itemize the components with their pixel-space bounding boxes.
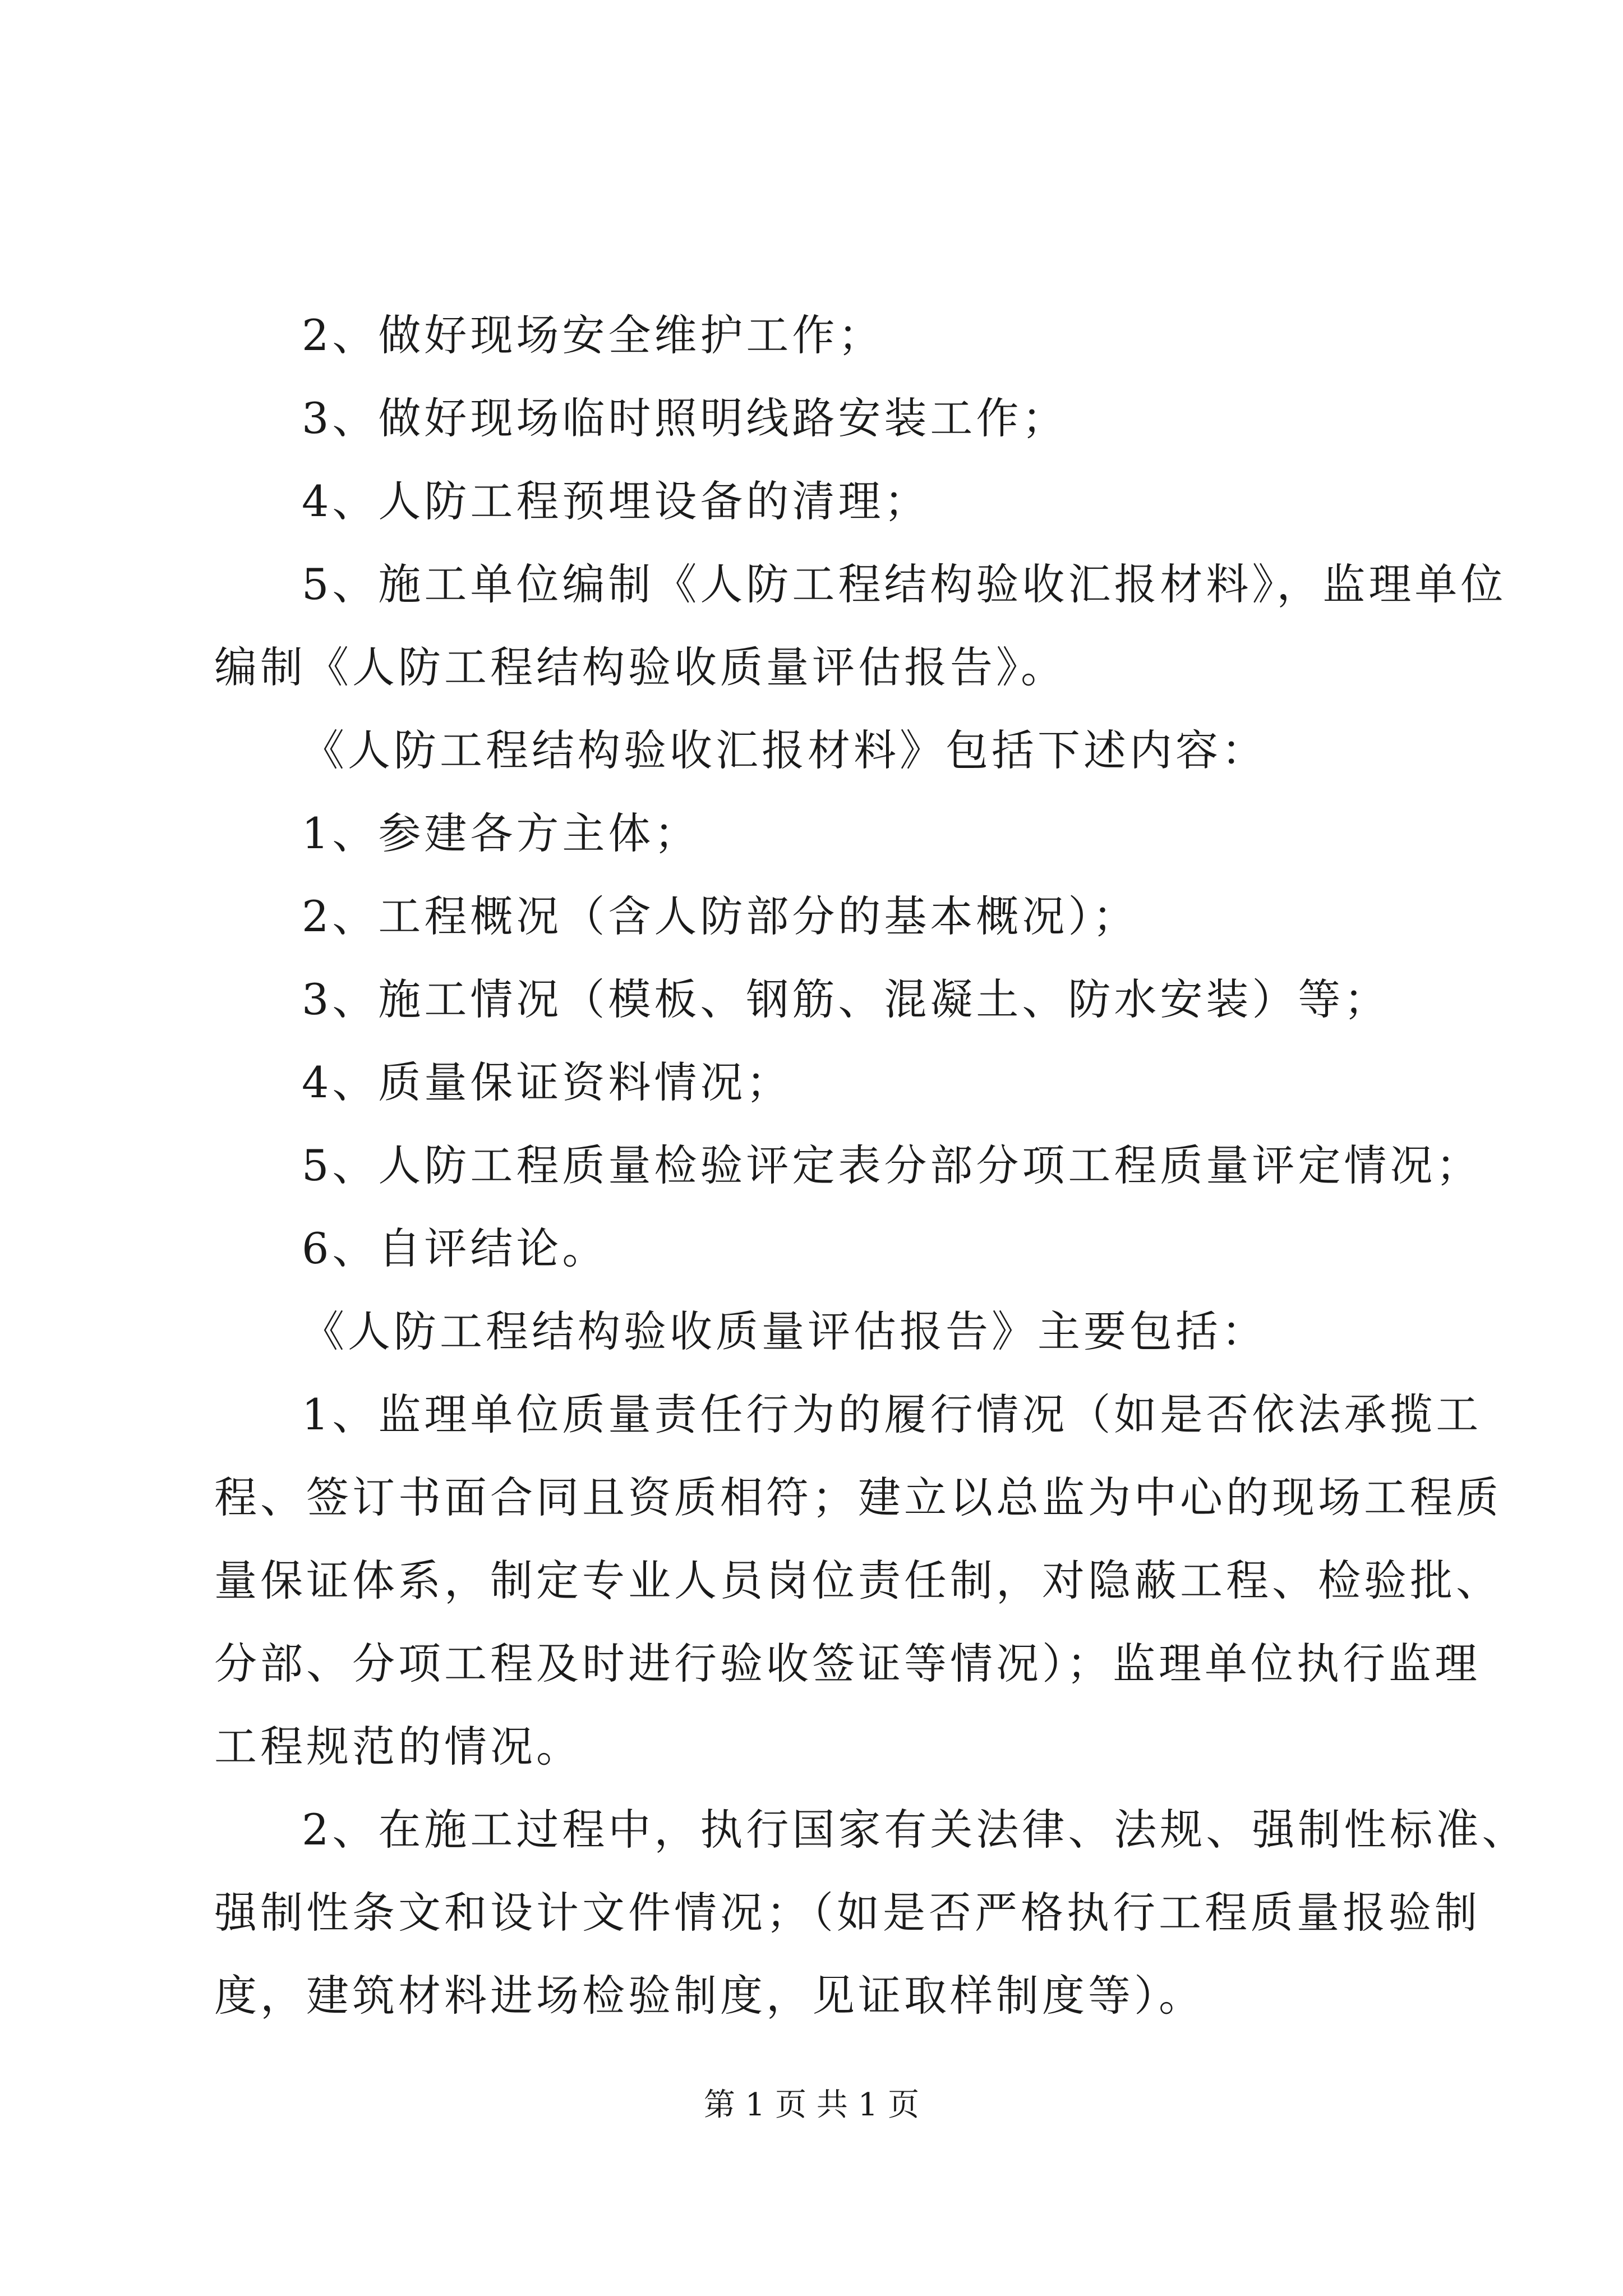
paragraph-line: 2、工程概况（含人防部分的基本概况）； (302, 891, 1139, 941)
paragraph-line: 1、监理单位质量责任行为的履行情况（如是否依法承揽工 (302, 1389, 1482, 1439)
paragraph-line: 工程规范的情况。 (214, 1722, 582, 1772)
paragraph-line: 1、参建各方主体； (302, 808, 700, 858)
paragraph-line: 3、施工情况（模板、钢筋、混凝土、防水安装）等； (302, 974, 1390, 1024)
paragraph-line: 3、做好现场临时照明线路安装工作； (302, 393, 1068, 443)
paragraph-line: 4、人防工程预埋设备的清理； (302, 476, 930, 526)
paragraph-line: 2、做好现场安全维护工作； (302, 310, 884, 360)
paragraph-line: 4、质量保证资料情况； (302, 1057, 792, 1107)
paragraph-line: 编制《人防工程结构验收质量评估报告》。 (214, 642, 1067, 692)
paragraph-line: 程、签订书面合同且资质相符；建立以总监为中心的现场工程质 (214, 1473, 1502, 1522)
paragraph-line: 分部、分项工程及时进行验收签证等情况）；监理单位执行监理 (214, 1639, 1481, 1688)
paragraph-line: 《人防工程结构验收质量评估报告》主要包括： (302, 1306, 1267, 1356)
paragraph-line: 5、人防工程质量检验评定表分部分项工程质量评定情况； (302, 1140, 1482, 1190)
paragraph-line: 6、自评结论。 (302, 1223, 608, 1273)
paragraph-line: 量保证体系，制定专业人员岗位责任制，对隐蔽工程、检验批、 (214, 1556, 1502, 1605)
paragraph-line: 2、在施工过程中，执行国家有关法律、法规、强制性标准、 (302, 1805, 1528, 1855)
paragraph-line: 度，建筑材料进场检验制度，见证取样制度等）。 (214, 1971, 1205, 2021)
paragraph-line: 强制性条文和设计文件情况；（如是否严格执行工程质量报验制 (214, 1888, 1481, 1938)
page-footer: 第 1 页 共 1 页 (703, 2087, 920, 2123)
paragraph-line: 《人防工程结构验收汇报材料》包括下述内容： (302, 725, 1267, 775)
paragraph-line: 5、施工单位编制《人防工程结构验收汇报材料》，监理单位 (302, 559, 1507, 609)
